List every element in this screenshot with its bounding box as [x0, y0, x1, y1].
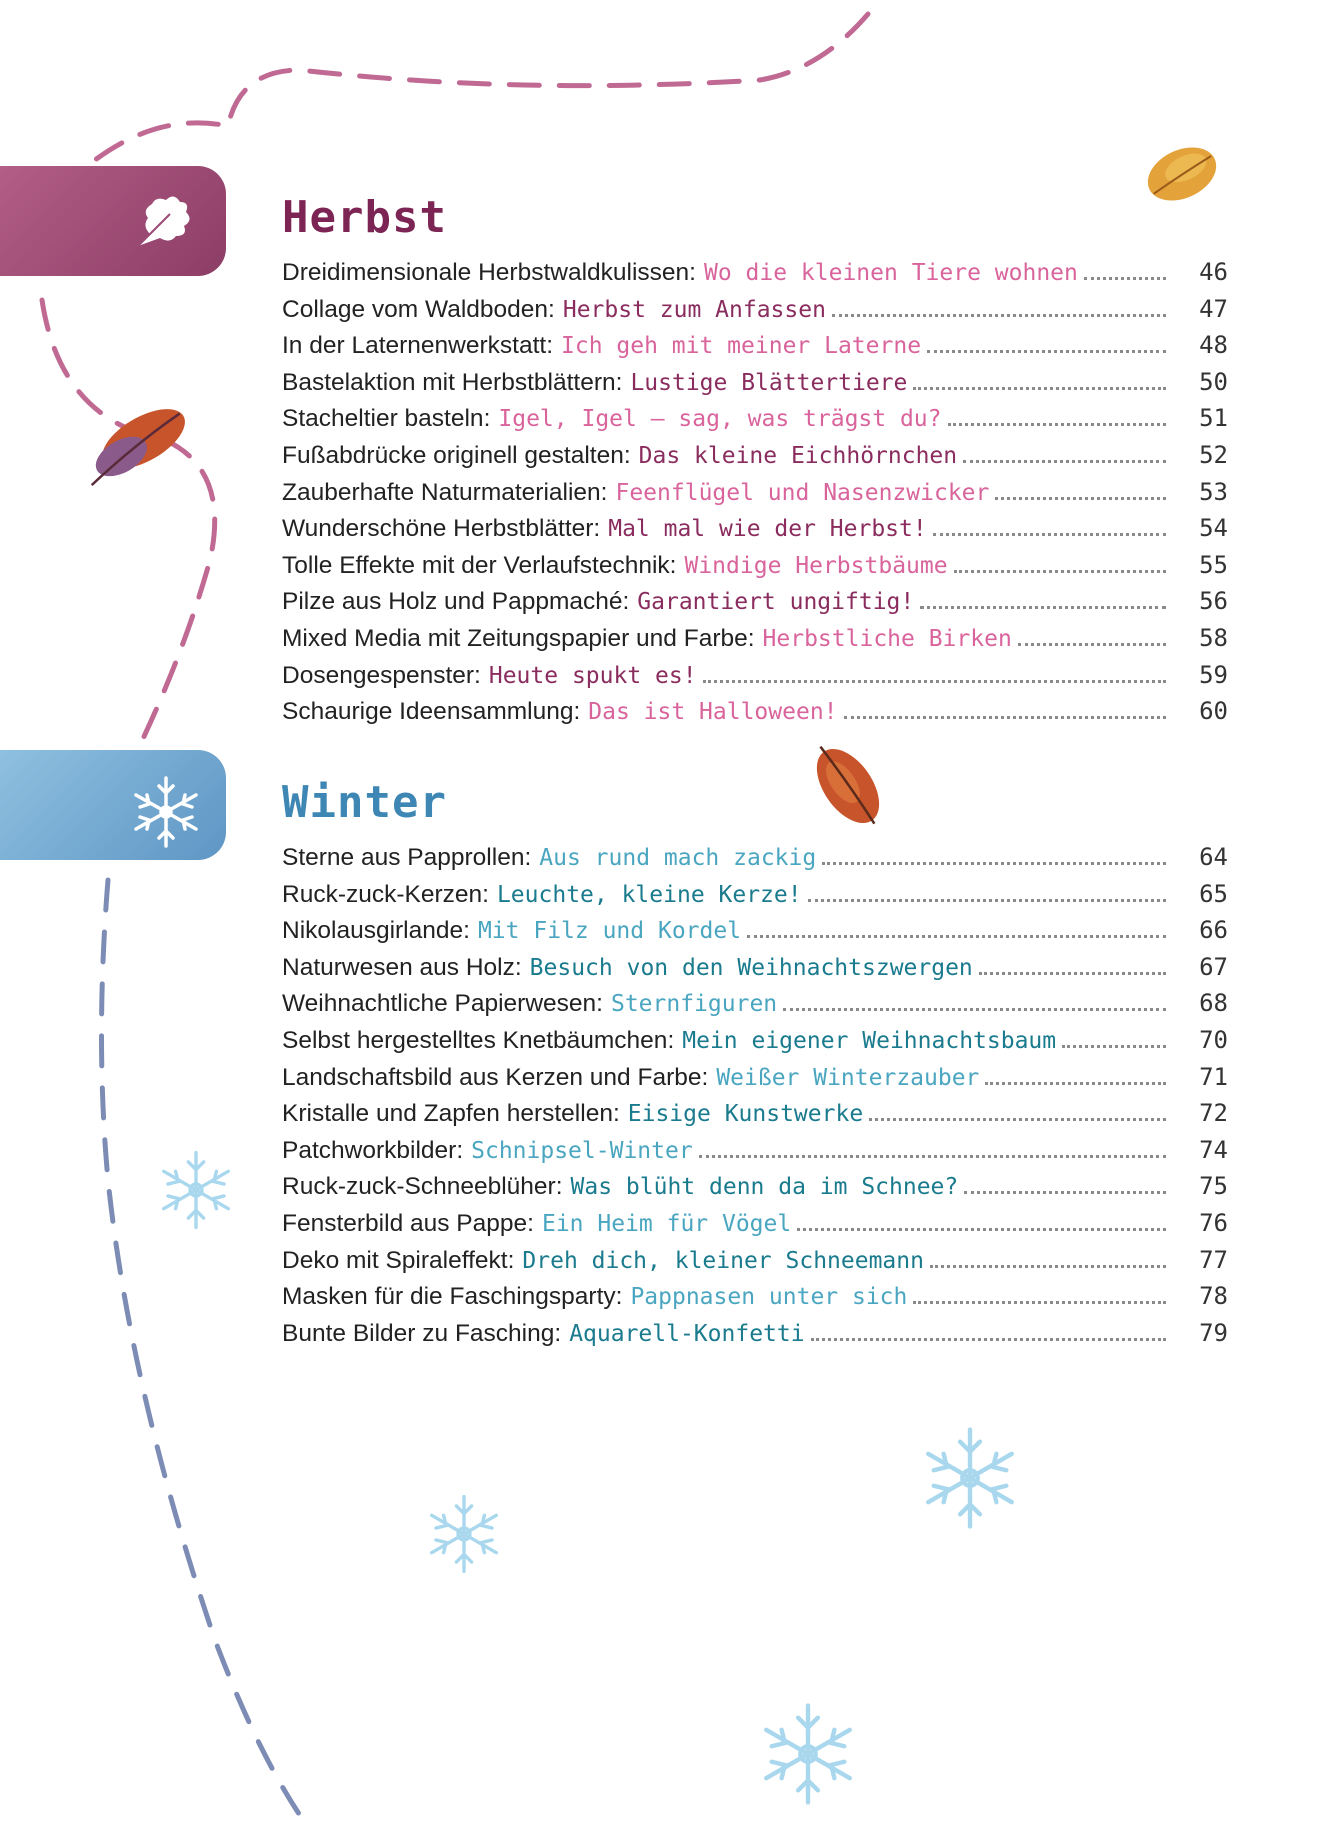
entry-separator: : — [689, 259, 696, 286]
entry-separator: : — [483, 405, 491, 433]
entry-topic: Ruck-zuck-Kerzen — [282, 880, 483, 908]
entry-title: Garantiert ungiftig! — [637, 589, 915, 616]
entry-title: Was blüht denn da im Schnee? — [570, 1174, 959, 1201]
entry-title: Aus rund mach zackig — [539, 845, 817, 871]
snowflake-icon — [128, 774, 204, 850]
dot-leader — [920, 606, 1166, 609]
herbst-tab — [0, 166, 226, 276]
dot-leader — [1084, 277, 1166, 280]
entry-page-number: 50 — [1199, 367, 1228, 396]
entry-topic: Tolle Effekte mit der Verlaufstechnik — [282, 551, 670, 579]
toc-entry[interactable] — [282, 551, 1228, 588]
entry-page-number: 70 — [1199, 1025, 1228, 1054]
toc-entry[interactable] — [282, 368, 1228, 405]
toc-entry[interactable] — [282, 1282, 1228, 1319]
entry-separator: : — [482, 880, 489, 908]
dot-leader — [913, 387, 1166, 390]
entry-topic: Selbst hergestelltes Knetbäumchen — [282, 1026, 668, 1054]
entry-topic: Pilze aus Holz und Pappmaché — [282, 588, 623, 616]
entry-separator: : — [555, 1173, 563, 1201]
entry-topic: Bastelaktion mit Herbstblättern — [282, 368, 616, 396]
dot-leader — [699, 1155, 1166, 1158]
entry-separator: : — [527, 1209, 534, 1237]
entry-page-number: 59 — [1199, 660, 1228, 689]
dot-leader — [1062, 1045, 1166, 1048]
entry-page-number: 60 — [1199, 697, 1228, 726]
entry-separator: : — [554, 1319, 562, 1347]
entry-title: Herbst zum Anfassen — [562, 296, 826, 323]
dot-leader — [985, 1082, 1166, 1085]
toc-list-herbst — [282, 258, 1228, 734]
entry-topic: Patchworkbilder — [282, 1136, 457, 1164]
entry-title: Igel, Igel – sag, was trägst du? — [498, 406, 942, 433]
oak-leaf-icon — [128, 190, 198, 252]
entry-topic: Sterne aus Papprollen — [282, 844, 525, 871]
dot-leader — [1018, 643, 1166, 646]
entry-topic: Dosengespenster — [282, 661, 475, 689]
dot-leader — [948, 423, 1167, 426]
toc-entry[interactable] — [282, 258, 1228, 295]
entry-title: Mit Filz und Kordel — [477, 918, 742, 945]
entry-topic: Fensterbild aus Pappe — [282, 1209, 528, 1237]
entry-separator: : — [622, 588, 630, 616]
entry-topic: Collage vom Waldboden — [282, 295, 549, 323]
entry-topic: Zauberhafte Naturmaterialien — [282, 478, 601, 506]
dot-leader — [797, 1228, 1166, 1231]
entry-separator: : — [456, 1136, 464, 1164]
entry-title: Ich geh mit meiner Laterne — [561, 333, 922, 360]
toc-entry[interactable] — [282, 441, 1228, 478]
entry-page-number: 48 — [1199, 331, 1228, 360]
entry-topic: Masken für die Faschingsparty — [282, 1283, 616, 1311]
dot-leader — [995, 497, 1166, 500]
dashed-path-top — [95, 14, 868, 160]
entry-topic: Dreidimensionale Herbstwaldkulissen — [282, 259, 690, 286]
entry-topic: Schaurige Ideensammlung — [282, 698, 574, 726]
toc-entry[interactable] — [282, 661, 1228, 698]
entry-page-number: 66 — [1199, 916, 1228, 945]
entry-page-number: 74 — [1199, 1135, 1228, 1164]
entry-page-number: 79 — [1199, 1318, 1228, 1347]
toc-entry[interactable] — [282, 1319, 1228, 1356]
entry-page-number: 53 — [1199, 477, 1228, 506]
dot-leader — [963, 460, 1166, 463]
dot-leader — [808, 899, 1166, 902]
entry-separator: : — [548, 295, 555, 323]
entry-title: Herbstliche Birken — [762, 625, 1012, 652]
dot-leader — [783, 1008, 1166, 1011]
entry-title: Weißer Winterzauber — [716, 1064, 980, 1091]
entry-topic: Nikolausgirlande — [282, 917, 464, 945]
autumn-leaf-icon — [801, 733, 894, 838]
dot-leader — [703, 680, 1166, 683]
entry-page-number: 65 — [1199, 879, 1228, 908]
entry-topic: Naturwesen aus Holz — [282, 953, 515, 981]
toc-entry[interactable] — [282, 1209, 1228, 1246]
entry-page-number: 68 — [1199, 989, 1228, 1018]
toc-entry[interactable] — [282, 1172, 1228, 1209]
entry-separator: : — [701, 1063, 709, 1091]
entry-page-number: 77 — [1199, 1245, 1228, 1274]
entry-title: Mein eigener Weihnachtsbaum — [682, 1027, 1057, 1054]
entry-title: Windige Herbstbäume — [684, 552, 948, 579]
toc-entry[interactable] — [282, 880, 1228, 917]
toc-entry[interactable] — [282, 953, 1228, 990]
entry-title: Pappnasen unter sich — [630, 1284, 908, 1311]
entry-topic: Fußabdrücke originell gestalten — [282, 441, 624, 469]
entry-page-number: 78 — [1199, 1282, 1228, 1311]
entry-separator: : — [615, 368, 623, 396]
dot-leader — [927, 350, 1166, 353]
entry-topic: Bunte Bilder zu Fasching — [282, 1319, 555, 1347]
dot-leader — [933, 533, 1166, 536]
dot-leader — [822, 862, 1166, 865]
entry-topic: Kristalle und Zapfen herstellen — [282, 1100, 613, 1128]
toc-entry[interactable] — [282, 843, 1228, 880]
dot-leader — [869, 1118, 1166, 1121]
entry-title: Schnipsel-Winter — [471, 1137, 693, 1164]
dashed-path-bottom — [102, 880, 311, 1830]
toc-entry[interactable] — [282, 697, 1228, 734]
entry-title: Dreh dich, kleiner Schneemann — [522, 1247, 924, 1274]
entry-separator: : — [474, 661, 481, 689]
toc-entry[interactable] — [282, 624, 1228, 661]
entry-page-number: 76 — [1199, 1208, 1228, 1237]
entry-title: Eisige Kunstwerke — [627, 1101, 864, 1128]
section-title-winter: Winter — [282, 777, 447, 828]
entry-topic: Deko mit Spiraleffekt — [282, 1246, 508, 1274]
entry-separator: : — [463, 917, 470, 945]
entry-page-number: 71 — [1199, 1062, 1228, 1091]
entry-title: Lustige Blättertiere — [630, 369, 908, 396]
entry-topic: Ruck-zuck-Schneeblüher — [282, 1173, 556, 1201]
toc-entry[interactable] — [282, 295, 1228, 332]
toc-list-winter — [282, 843, 1228, 1355]
entry-page-number: 75 — [1199, 1172, 1228, 1201]
toc-entry[interactable] — [282, 1246, 1228, 1283]
entry-title: Sternfiguren — [610, 991, 778, 1018]
entry-separator: : — [615, 1283, 623, 1311]
entry-title: Mal mal wie der Herbst! — [608, 516, 927, 543]
entry-page-number: 52 — [1199, 440, 1228, 469]
entry-title: Feenflügel und Nasenzwicker — [615, 479, 990, 506]
entry-topic: Stacheltier basteln — [282, 405, 484, 433]
toc-entry[interactable] — [282, 1026, 1228, 1063]
entry-title: Leuchte, kleine Kerze! — [496, 881, 802, 908]
section-title-herbst: Herbst — [282, 192, 447, 243]
entry-title: Besuch von den Weihnachtszwergen — [529, 954, 973, 981]
winter-tab — [0, 750, 226, 860]
dot-leader — [811, 1338, 1166, 1341]
dot-leader — [913, 1301, 1166, 1304]
entry-separator: : — [747, 624, 755, 652]
entry-page-number: 55 — [1199, 550, 1228, 579]
dot-leader — [747, 935, 1166, 938]
autumn-leaf-icon — [1139, 137, 1225, 211]
entry-page-number: 58 — [1199, 623, 1228, 652]
entry-page-number: 67 — [1199, 952, 1228, 981]
entry-separator: : — [667, 1026, 675, 1054]
entry-page-number: 56 — [1199, 587, 1228, 616]
toc-entry[interactable] — [282, 587, 1228, 624]
snowflake-icon — [432, 1497, 497, 1572]
entry-separator: : — [507, 1246, 515, 1274]
dot-leader — [930, 1265, 1166, 1268]
entry-page-number: 72 — [1199, 1099, 1228, 1128]
dot-leader — [979, 972, 1166, 975]
entry-page-number: 64 — [1199, 843, 1228, 871]
entry-separator: : — [612, 1100, 620, 1128]
entry-separator: : — [524, 844, 532, 871]
toc-entry[interactable] — [282, 1136, 1228, 1173]
entry-separator: : — [600, 478, 608, 506]
entry-topic: Wunderschöne Herbstblätter — [282, 515, 594, 543]
entry-page-number: 51 — [1199, 404, 1228, 433]
toc-entry[interactable] — [282, 404, 1228, 441]
toc-entry[interactable] — [282, 1063, 1228, 1100]
snowflake-icon — [928, 1430, 1012, 1527]
dot-leader — [964, 1191, 1166, 1194]
entry-page-number: 47 — [1199, 294, 1228, 323]
dashed-path-middle — [42, 300, 215, 745]
dot-leader — [844, 716, 1166, 719]
toc-entry[interactable] — [282, 916, 1228, 953]
entry-topic: Mixed Media mit Zeitungspapier und Farbe — [282, 624, 748, 652]
entry-title: Wo die kleinen Tiere wohnen — [703, 260, 1078, 286]
entry-topic: Landschaftsbild aus Kerzen und Farbe — [282, 1063, 702, 1091]
entry-title: Heute spukt es! — [488, 662, 697, 689]
toc-entry[interactable] — [282, 478, 1228, 515]
dot-leader — [832, 314, 1166, 317]
entry-topic: Weihnachtliche Papierwesen — [282, 990, 597, 1018]
entry-topic: In der Laternenwerkstatt — [282, 332, 547, 360]
entry-title: Ein Heim für Vögel — [541, 1210, 792, 1237]
entry-separator: : — [573, 698, 581, 726]
entry-title: Aquarell-Konfetti — [569, 1320, 805, 1347]
entry-page-number: 46 — [1199, 258, 1228, 286]
entry-title: Das kleine Eichhörnchen — [638, 442, 958, 469]
entry-separator: : — [514, 953, 522, 981]
toc-entry[interactable] — [282, 514, 1228, 551]
toc-entry[interactable] — [282, 1099, 1228, 1136]
entry-separator: : — [623, 441, 631, 469]
entry-title: Das ist Halloween! — [588, 699, 838, 726]
toc-entry[interactable] — [282, 331, 1228, 368]
entry-separator: : — [593, 515, 601, 543]
snowflake-icon — [164, 1153, 229, 1228]
entry-page-number: 54 — [1199, 514, 1228, 543]
entry-separator: : — [669, 551, 677, 579]
dot-leader — [954, 570, 1166, 573]
entry-separator: : — [596, 990, 603, 1018]
toc-entry[interactable] — [282, 989, 1228, 1026]
snowflake-icon — [766, 1706, 850, 1803]
entry-separator: : — [546, 332, 554, 360]
